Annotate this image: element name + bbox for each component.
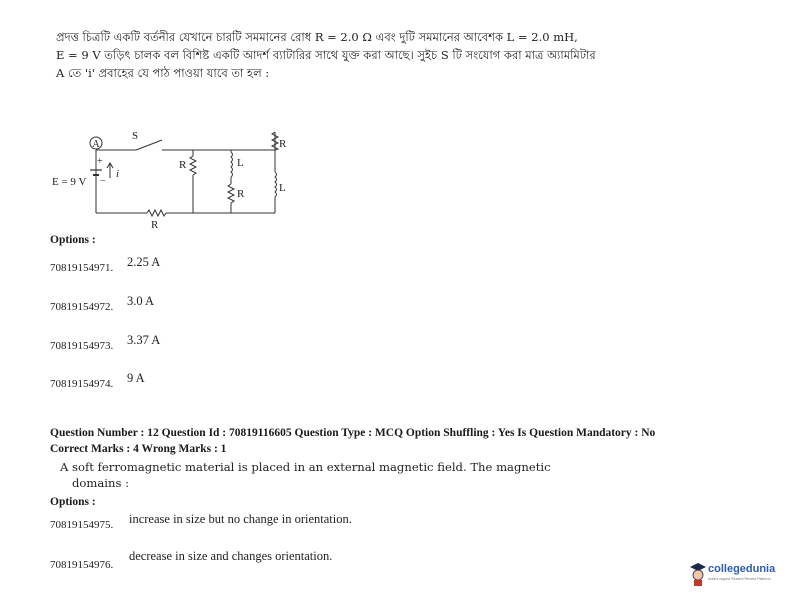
question-meta-line1: Question Number : 12 Question Id : 70819116605 Question Type : MCQ Option Shuffling : Yes Is Question Mandatory : No: [50, 427, 656, 439]
logo-tagline: India's largest Student Review Platform: [708, 577, 771, 581]
option-text[interactable]: 9 A: [127, 371, 145, 385]
label-r-branch1: R: [179, 159, 187, 171]
resistor-branch2: [228, 184, 234, 203]
inductor-branch3: [275, 172, 277, 197]
option-id: 70819154974.: [50, 378, 114, 390]
question-line-2: E = 9 V তড়িৎ চালক বল বিশিষ্ট একটি আদর্শ ব্যাটারির সাথে যুক্ত করা আছে। সুইচ S টি সংযোগ করা মাত্র অ্যামমিটার: [56, 48, 596, 62]
label-r-bottom: R: [151, 219, 159, 231]
option-id: 70819154973.: [50, 340, 114, 352]
graduate-icon: [689, 561, 707, 587]
switch-blade: [136, 140, 162, 150]
option-id: 70819154972.: [50, 301, 114, 313]
ammeter-label: A: [92, 139, 100, 150]
option-text[interactable]: 3.37 A: [127, 333, 161, 347]
resistor-bottom: [147, 210, 166, 216]
option-id: 70819154976.: [50, 559, 114, 571]
question-text-line1: A soft ferromagnetic material is placed in an external magnetic field. The magnetic: [60, 460, 551, 474]
battery-plus: +: [97, 156, 103, 167]
option-text[interactable]: decrease in size and changes orientation.: [129, 549, 333, 563]
current-label: i: [116, 168, 120, 180]
question-meta-line2: Correct Marks : 4 Wrong Marks : 1: [50, 443, 227, 455]
logo-name: collegedunia: [708, 563, 776, 575]
emf-label: E = 9 V: [52, 176, 87, 188]
question-line-1: প্রদত্ত চিত্রটি একটি বর্তনীর যেখানে চারটি সমমানের রোধ R = 2.0 Ω এবং দুটি সমমানের আবেশক L = 2.0 mH,: [56, 30, 578, 44]
battery-minus: −: [100, 176, 106, 187]
inductor-branch2: [231, 152, 233, 177]
question-text-line2: domains :: [72, 476, 130, 490]
question-line-3: A তে 'i' প্রবাহের যে পাঠ পাওয়া যাবে তা হল :: [56, 66, 270, 80]
options-label-q12: Options :: [50, 496, 96, 508]
option-text[interactable]: 3.0 A: [127, 294, 155, 308]
option-text[interactable]: increase in size but no change in orientation.: [129, 512, 352, 526]
label-l-branch3: L: [279, 182, 286, 194]
collegedunia-logo: [689, 561, 789, 591]
label-r-branch3: R: [279, 138, 287, 150]
option-id: 70819154975.: [50, 519, 114, 531]
switch-label: S: [132, 130, 139, 142]
options-label-q11: Options :: [50, 234, 96, 246]
label-r-branch2: R: [237, 188, 245, 200]
option-text[interactable]: 2.25 A: [127, 255, 161, 269]
option-id: 70819154971.: [50, 262, 114, 274]
resistor-branch1: [190, 156, 196, 175]
label-l-branch2: L: [237, 157, 244, 169]
